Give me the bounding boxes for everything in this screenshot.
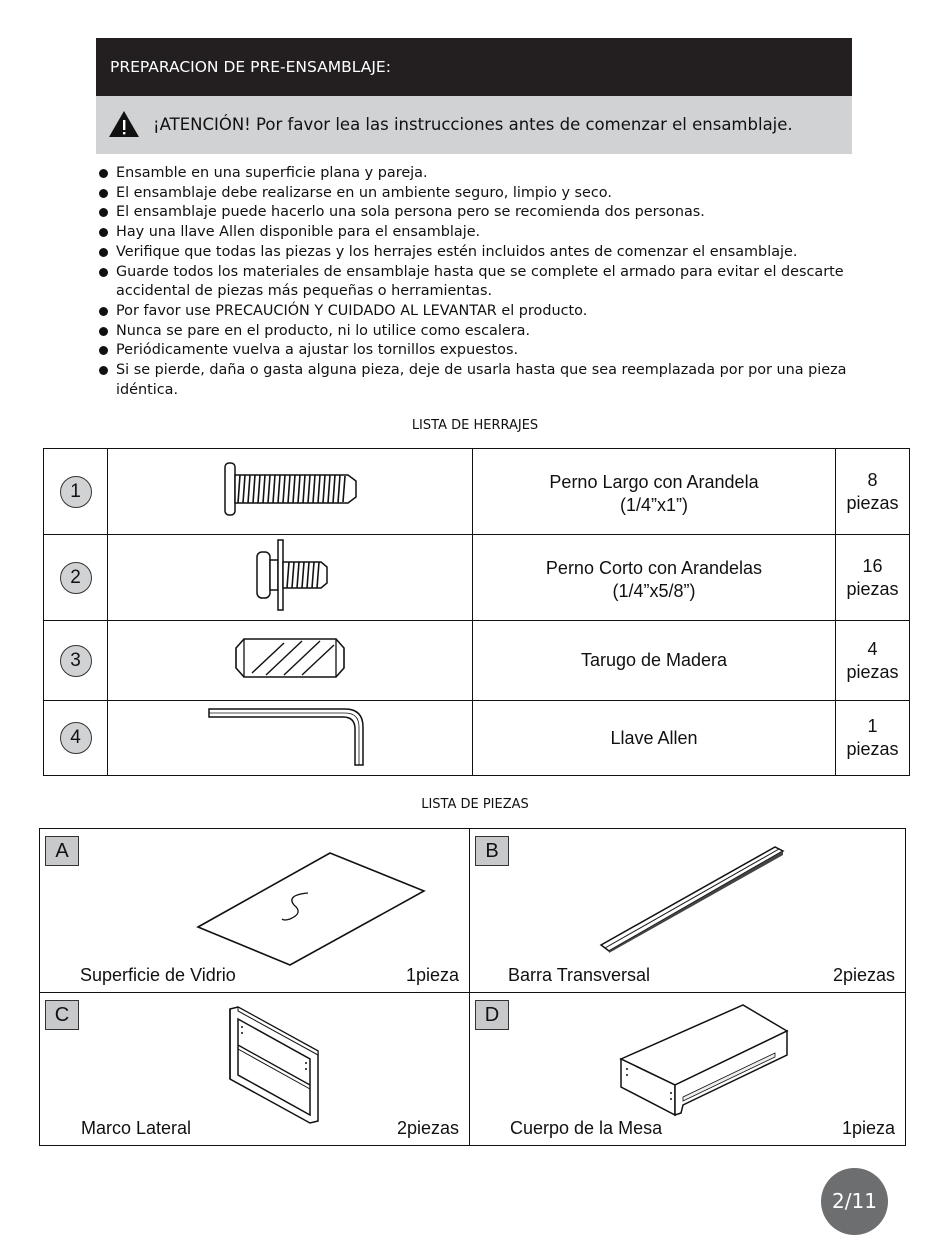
hardware-image-cell — [108, 621, 473, 701]
rule-item — [98, 263, 868, 302]
part-letter: B — [475, 836, 509, 866]
section-header — [96, 38, 852, 96]
hardware-num-cell — [44, 621, 108, 701]
bullet-icon — [99, 346, 108, 355]
rule-item — [98, 203, 868, 223]
hardware-desc-cell — [473, 621, 836, 701]
part-letter: D — [475, 1000, 509, 1030]
parts-grid — [39, 828, 906, 1146]
table-row — [44, 449, 910, 535]
hardware-num-cell — [44, 701, 108, 776]
hardware-name: Tarugo de Madera — [580, 650, 728, 670]
part-cell-a — [39, 828, 470, 993]
bullet-icon — [99, 169, 108, 178]
warning-icon — [108, 110, 140, 138]
hardware-qty: 4 — [867, 638, 878, 659]
bullet-icon — [99, 228, 108, 237]
part-cell-b — [469, 828, 906, 993]
table-row — [44, 535, 910, 621]
wood-dowel-icon — [230, 633, 350, 683]
hardware-name: Llave Allen — [610, 727, 698, 748]
hardware-number: 3 — [60, 645, 92, 677]
glass-top-icon — [190, 847, 430, 967]
rule-item — [98, 164, 868, 184]
hardware-unit: piezas — [846, 661, 899, 682]
attention-notice — [96, 96, 852, 154]
bullet-icon — [99, 208, 108, 217]
table-body-icon — [615, 1001, 795, 1121]
table-row — [44, 701, 910, 776]
rule-text: Ensamble en una superficie plana y pareja. — [116, 165, 428, 181]
rules-list — [98, 164, 868, 400]
hardware-number: 4 — [60, 722, 92, 754]
rule-text: Nunca se pare en el producto, ni lo utilice como escalera. — [116, 322, 531, 339]
part-cell-c — [39, 992, 470, 1146]
hardware-name: Perno Largo con Arandela — [549, 471, 759, 492]
hardware-name: Perno Corto con Arandelas — [545, 557, 763, 578]
rule-text: El ensamblaje debe realizarse en un ambiente seguro, limpio y seco. — [116, 184, 612, 201]
hardware-image-cell — [108, 701, 473, 776]
hardware-qty: 1 — [867, 716, 878, 736]
hardware-desc-cell — [473, 535, 836, 621]
bullet-icon — [99, 248, 108, 257]
table-row — [44, 621, 910, 701]
hardware-num-cell — [44, 449, 108, 535]
rule-text: Periódicamente vuelva a ajustar los tornillos expuestos. — [116, 342, 519, 359]
hardware-number: 2 — [60, 562, 92, 594]
parts-list-title: LISTA DE PIEZAS — [421, 797, 529, 812]
hardware-unit: piezas — [846, 739, 899, 759]
part-qty: 2piezas — [396, 1118, 459, 1138]
hardware-image-cell — [108, 535, 473, 621]
page-number: 2/11 — [832, 1189, 877, 1213]
rule-item — [98, 361, 868, 400]
rule-text: Guarde todos los materiales de ensamblaje hasta que se complete el armado para evitar el descarte accidental de piezas más pequeñas o herramientas. — [116, 263, 844, 300]
part-letter: A — [45, 836, 79, 866]
hardware-number: 1 — [60, 476, 92, 508]
part-qty: 2piezas — [832, 965, 895, 985]
part-letter: C — [45, 1000, 79, 1030]
rule-text: Por favor use PRECAUCIÓN Y CUIDADO AL LEVANTAR el producto. — [116, 302, 588, 319]
rule-item — [98, 243, 868, 263]
part-name: Marco Lateral — [81, 1118, 192, 1138]
bullet-icon — [99, 307, 108, 316]
rule-item — [98, 322, 868, 342]
bullet-icon — [99, 189, 108, 198]
bullet-icon — [99, 327, 108, 336]
hardware-unit: piezas — [846, 578, 899, 599]
hardware-table — [43, 448, 910, 776]
hardware-qty: 16 — [862, 555, 883, 576]
hardware-unit: piezas — [846, 492, 899, 513]
rule-text: Verifique que todas las piezas y los herrajes estén incluidos antes de comenzar el ensamblaje. — [116, 243, 798, 260]
hardware-qty-cell — [836, 701, 910, 776]
rule-item — [98, 184, 868, 204]
side-frame-icon — [222, 1005, 322, 1125]
rule-item — [98, 302, 868, 322]
hardware-desc-cell — [473, 449, 836, 535]
part-qty: 1pieza — [841, 1118, 895, 1138]
rule-item — [98, 223, 868, 243]
rule-text: Si se pierde, daña o gasta alguna pieza, deje de usarla hasta que sea reemplazada por por una pieza idéntica. — [116, 362, 847, 398]
hardware-num-cell — [44, 535, 108, 621]
bullet-icon — [99, 366, 108, 375]
allen-key-icon — [205, 703, 375, 769]
cross-bar-icon — [595, 841, 795, 953]
hardware-qty: 8 — [867, 469, 878, 490]
section-header-title: PREPARACION DE PRE-ENSAMBLAJE: — [110, 58, 391, 76]
part-cell-d — [469, 992, 906, 1146]
hardware-list-title: LISTA DE HERRAJES — [411, 418, 539, 433]
long-bolt-icon — [220, 459, 360, 519]
hardware-size: (1/4”x5/8”) — [612, 580, 696, 601]
hardware-qty-cell — [836, 449, 910, 535]
short-bolt-icon — [245, 538, 335, 612]
page-number-badge — [821, 1168, 888, 1235]
rule-item — [98, 341, 868, 361]
hardware-qty-cell — [836, 621, 910, 701]
hardware-image-cell — [108, 449, 473, 535]
part-name: Superficie de Vidrio — [80, 965, 236, 985]
hardware-desc-cell — [473, 701, 836, 776]
part-qty: 1pieza — [405, 965, 459, 985]
rule-text: Hay una llave Allen disponible para el ensamblaje. — [116, 224, 481, 241]
part-name: Cuerpo de la Mesa — [510, 1118, 663, 1138]
rule-text: El ensamblaje puede hacerlo una sola persona pero se recomienda dos personas. — [116, 204, 705, 221]
hardware-qty-cell — [836, 535, 910, 621]
part-name: Barra Transversal — [508, 965, 651, 985]
bullet-icon — [99, 268, 108, 277]
attention-text: ¡ATENCIÓN! Por favor lea las instrucciones antes de comenzar el ensamblaje. — [153, 115, 793, 134]
hardware-size: (1/4”x1”) — [619, 494, 688, 515]
